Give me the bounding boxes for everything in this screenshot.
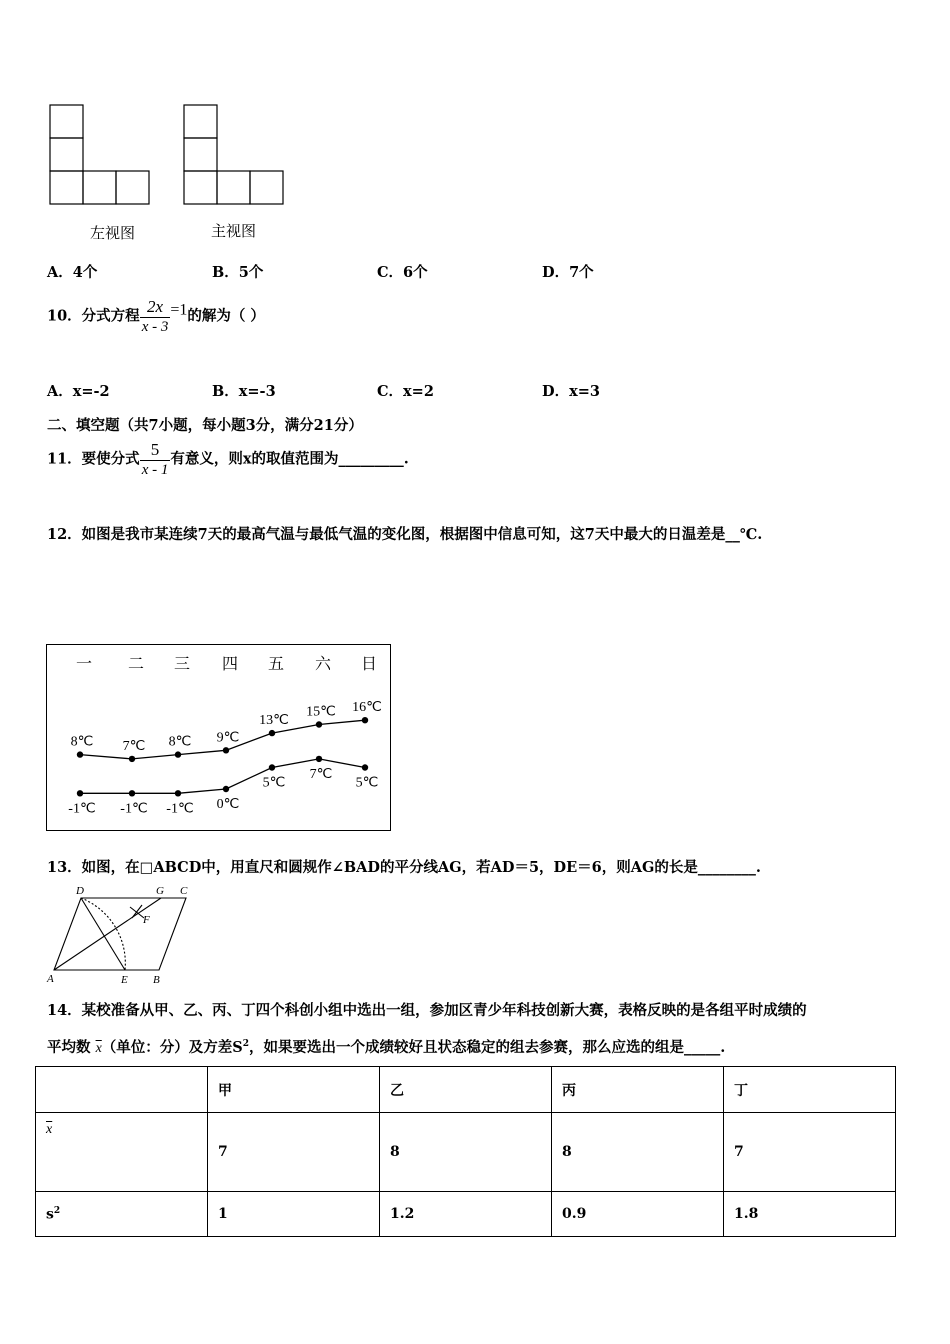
parallelogram-figure bbox=[44, 882, 194, 986]
q11-numerator: 5 bbox=[150, 440, 160, 459]
high-temp-label: 13℃ bbox=[259, 713, 289, 729]
low-temp-label: 0℃ bbox=[216, 797, 240, 812]
q10-prefix: 10．分式方程 bbox=[47, 307, 140, 325]
table-header-row bbox=[36, 1067, 896, 1113]
day-label: 日 bbox=[360, 654, 378, 673]
variance-label-cell bbox=[36, 1192, 208, 1237]
q9-option-d: D．7个 bbox=[542, 264, 594, 281]
label-e: E bbox=[121, 974, 128, 986]
high-temp-label: 7℃ bbox=[122, 738, 146, 754]
left-view-label: 左视图 bbox=[90, 224, 136, 242]
day-label: 四 bbox=[221, 654, 239, 673]
q11-prefix: 11．要使分式 bbox=[47, 450, 140, 468]
mean-cell: 7 bbox=[208, 1113, 380, 1192]
q9-option-c: C．6个 bbox=[377, 264, 428, 281]
mean-cell: 8 bbox=[552, 1113, 724, 1192]
day-label: 一 bbox=[75, 654, 93, 673]
high-temp-point bbox=[129, 756, 135, 762]
high-temp-label: 9℃ bbox=[216, 730, 240, 746]
question-10 bbox=[47, 297, 265, 336]
q14-suffix: ，如果要选出一个成绩较好且状态稳定的组去参赛，那么应选的组是_____. bbox=[249, 1039, 726, 1056]
q10-option-a: A．x=-2 bbox=[47, 383, 110, 400]
q10-equals: =1 bbox=[170, 301, 188, 319]
high-temp-point bbox=[175, 751, 181, 757]
low-temp-point bbox=[269, 764, 275, 770]
q10-denominator: x - 3 bbox=[141, 319, 169, 335]
left-view-drawing bbox=[48, 103, 152, 207]
question-11 bbox=[47, 440, 409, 479]
table-row-variance bbox=[36, 1192, 896, 1237]
label-c: C bbox=[180, 885, 188, 897]
section-2-title: 二、填空题（共7小题，每小题3分，满分21分） bbox=[47, 417, 363, 434]
question-13: 13．如图，在□ABCD中，用直尺和圆规作∠BAD的平分线AG，若AD＝5，DE＝6，则AG的长是________. bbox=[47, 859, 761, 876]
label-f: F bbox=[143, 914, 150, 926]
header-cell-bing: 丙 bbox=[552, 1067, 724, 1113]
q10-option-b: B．x=-3 bbox=[212, 383, 276, 400]
low-temp-label: -1℃ bbox=[68, 801, 96, 817]
q11-denominator: x - 1 bbox=[141, 462, 169, 478]
table-row-mean bbox=[36, 1113, 896, 1192]
low-temp-label: -1℃ bbox=[120, 801, 148, 817]
q11-suffix: 有意义，则x的取值范围为_________. bbox=[170, 450, 409, 468]
header-cell-jia: 甲 bbox=[208, 1067, 380, 1113]
label-b: B bbox=[153, 974, 160, 986]
q9-option-b: B．5个 bbox=[212, 264, 264, 281]
q10-fraction bbox=[140, 297, 171, 336]
variance-cell: 1 bbox=[208, 1192, 380, 1237]
low-temp-label: 5℃ bbox=[355, 775, 379, 791]
low-temp-point bbox=[175, 790, 181, 796]
high-temp-point bbox=[77, 751, 83, 757]
q9-option-a: A．4个 bbox=[47, 264, 98, 281]
variance-cell: 1.2 bbox=[380, 1192, 552, 1237]
low-temp-label: -1℃ bbox=[166, 801, 194, 817]
low-temp-point bbox=[316, 756, 322, 762]
header-cell-yi: 乙 bbox=[380, 1067, 552, 1113]
high-temp-point bbox=[316, 721, 322, 727]
front-view-drawing bbox=[182, 103, 286, 207]
mean-cell: 7 bbox=[724, 1113, 896, 1192]
temperature-chart bbox=[46, 644, 391, 831]
high-temp-point bbox=[269, 730, 275, 736]
bisector-ag bbox=[54, 898, 161, 970]
q10-option-d: D．x=3 bbox=[542, 383, 600, 400]
q14-sup: 2 bbox=[242, 1039, 250, 1050]
variance-label: s bbox=[46, 1206, 54, 1223]
front-view-label: 主视图 bbox=[211, 222, 257, 240]
header-cell-ding: 丁 bbox=[724, 1067, 896, 1113]
high-temp-label: 8℃ bbox=[70, 734, 94, 750]
label-a: A bbox=[47, 973, 54, 985]
label-g: G bbox=[156, 885, 164, 897]
question-12: 12．如图是我市某连续7天的最高气温与最低气温的变化图，根据图中信息可知，这7天中最大的日温差是__℃. bbox=[47, 526, 763, 543]
high-temp-label: 8℃ bbox=[168, 734, 192, 750]
q11-fraction bbox=[140, 440, 171, 479]
question-14-line2 bbox=[47, 1036, 725, 1057]
q10-numerator: 2x bbox=[146, 297, 164, 316]
parallelogram-abcd bbox=[54, 898, 186, 970]
low-temp-label: 5℃ bbox=[262, 775, 286, 791]
q14-mid: （单位：分）及方差S bbox=[101, 1039, 243, 1056]
variance-cell: 1.8 bbox=[724, 1192, 896, 1237]
day-label: 六 bbox=[314, 654, 332, 673]
q10-suffix: 的解为（ ） bbox=[187, 307, 265, 325]
high-temp-label: 15℃ bbox=[306, 704, 336, 720]
day-label: 三 bbox=[173, 654, 191, 673]
low-temp-point bbox=[223, 786, 229, 792]
day-label: 五 bbox=[267, 654, 285, 673]
high-temp-point bbox=[223, 747, 229, 753]
q10-option-c: C．x=2 bbox=[377, 383, 434, 400]
low-temp-point bbox=[362, 764, 368, 770]
low-temp-point bbox=[129, 790, 135, 796]
high-temp-point bbox=[362, 717, 368, 723]
temperature-chart-svg bbox=[47, 645, 390, 830]
low-temp-point bbox=[77, 790, 83, 796]
mean-label: $\overline{x}$ bbox=[46, 1122, 53, 1137]
variance-label-sup: 2 bbox=[53, 1205, 61, 1216]
high-temp-label: 16℃ bbox=[352, 700, 382, 716]
mean-cell: 8 bbox=[380, 1113, 552, 1192]
header-cell-empty bbox=[36, 1067, 208, 1113]
q14-prefix: 平均数 bbox=[47, 1039, 91, 1056]
low-temp-label: 7℃ bbox=[309, 766, 333, 782]
q14-xbar-symbol: $\overline{x}$ bbox=[95, 1041, 102, 1056]
question-14-line1: 14．某校准备从甲、乙、丙、丁四个科创小组中选出一组，参加区青少年科技创新大赛，表格反映的是各组平时成绩的 bbox=[47, 1002, 807, 1019]
day-label: 二 bbox=[127, 654, 145, 673]
arc-mark-1 bbox=[130, 907, 144, 918]
variance-cell: 0.9 bbox=[552, 1192, 724, 1237]
label-d: D bbox=[76, 885, 84, 897]
mean-label-cell bbox=[36, 1113, 208, 1192]
scores-table bbox=[35, 1066, 896, 1237]
